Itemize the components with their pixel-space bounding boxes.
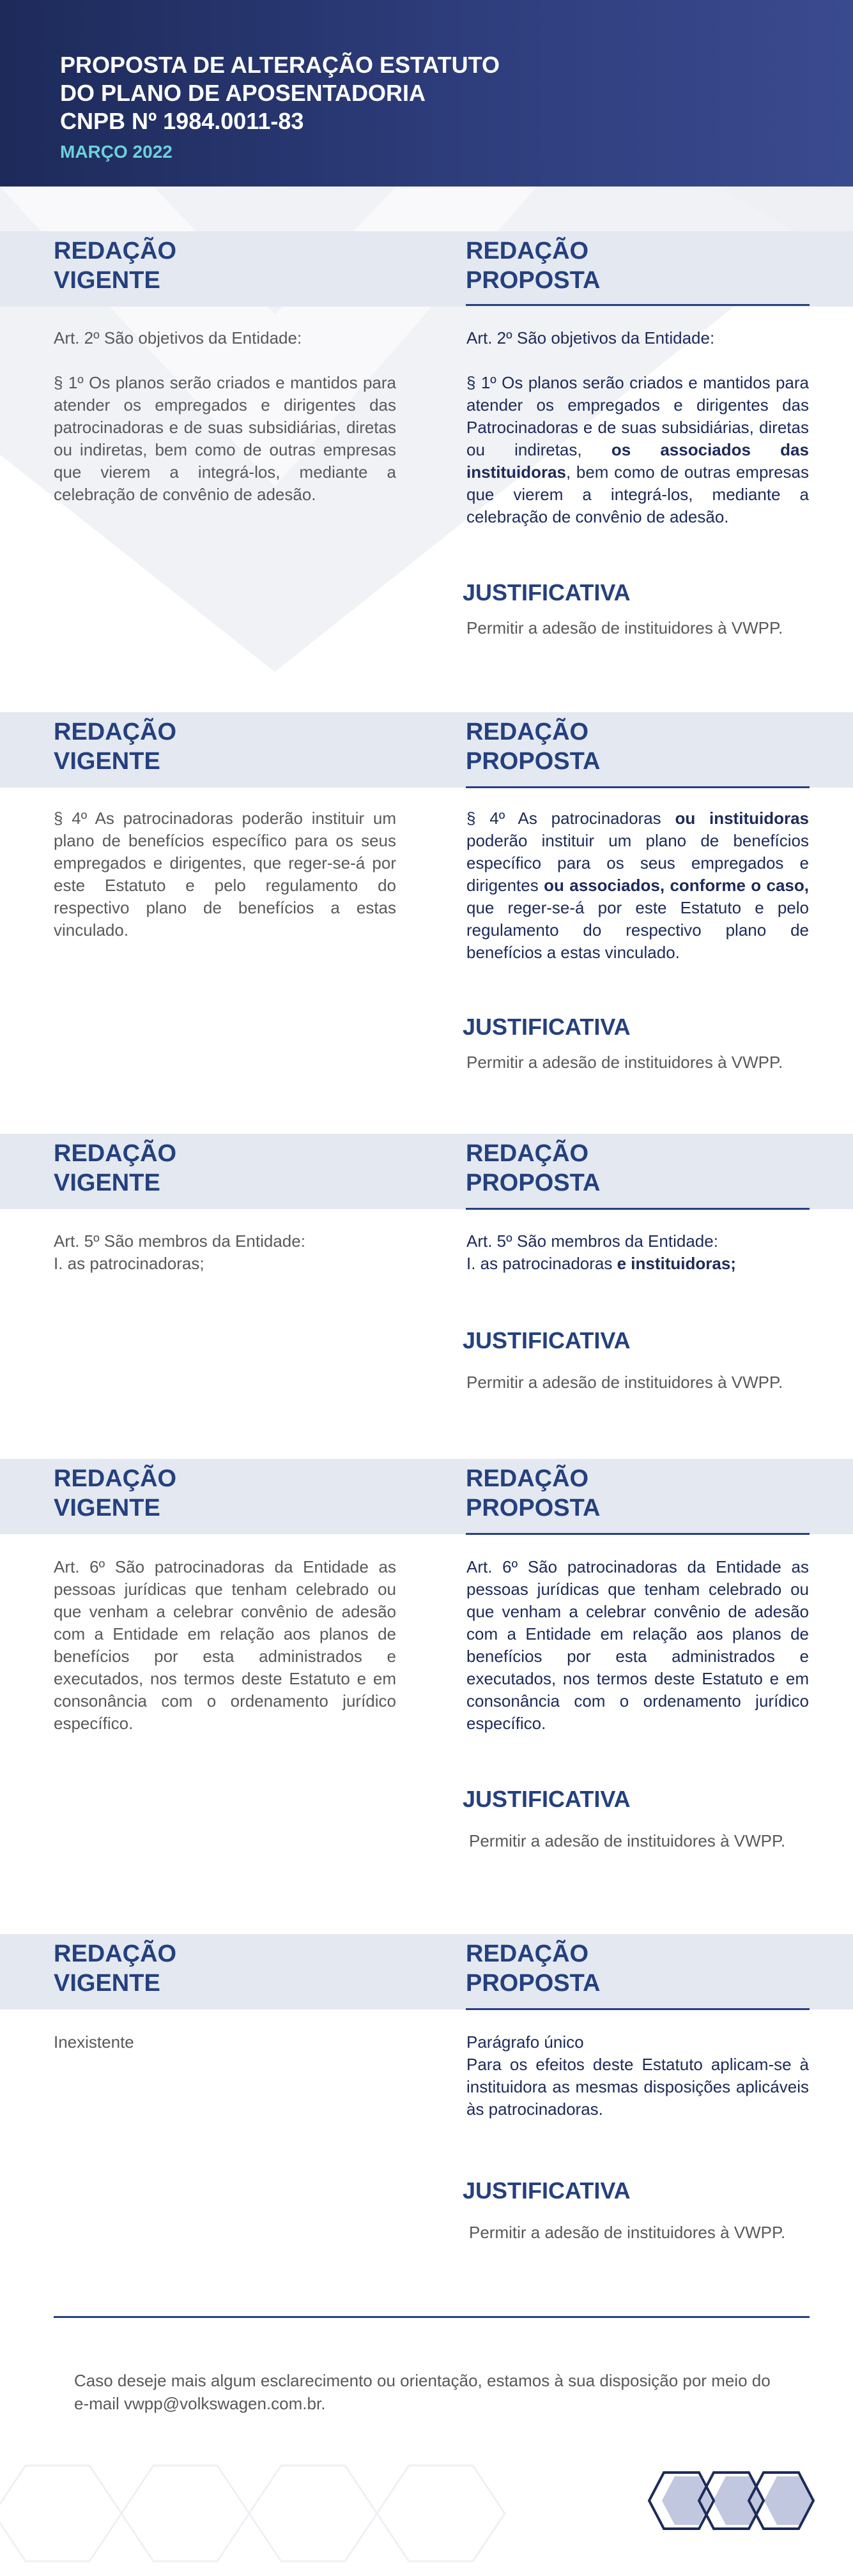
proposta-heading-line-1: REDAÇÃO bbox=[466, 719, 589, 745]
proposta-text-part: Art. 2º São objetivos da Entidade: § 1º Os planos serão criados e mantidos para atender os empregados e dirigentes das Patrocinadoras e de suas subsidiárias, diretas ou indiretas, bbox=[466, 328, 809, 459]
proposta-heading-line-1: REDAÇÃO bbox=[466, 238, 589, 264]
proposta-heading-line-2: PROPOSTA bbox=[466, 1970, 601, 1997]
vigente-heading bbox=[54, 1139, 176, 1198]
vigente-heading-line-1: REDAÇÃO bbox=[54, 1940, 177, 1967]
footer-divider bbox=[54, 2316, 810, 2318]
proposta-heading-line-1: REDAÇÃO bbox=[466, 1940, 589, 1967]
proposta-text: Parágrafo único Para os efeitos deste Estatuto aplicam-se à instituidora as mesmas disposições aplicáveis às patrocinadoras. bbox=[466, 2032, 809, 2119]
justificativa-text: Permitir a adesão de instituidores à VWPP. bbox=[466, 618, 783, 637]
proposta-text bbox=[466, 1230, 809, 1275]
proposta-text bbox=[466, 327, 809, 528]
vigente-heading bbox=[54, 1939, 176, 1998]
proposta-heading bbox=[466, 1939, 600, 1998]
proposta-highlight: ou instituidoras bbox=[675, 809, 810, 828]
proposta-underline bbox=[466, 1533, 810, 1535]
proposta-heading-line-2: PROPOSTA bbox=[466, 1170, 601, 1196]
justificativa-text: Permitir a adesão de instituidores à VWPP. bbox=[466, 1373, 783, 1392]
justificativa-text: Permitir a adesão de instituidores à VWPP. bbox=[466, 1053, 783, 1072]
proposta-text-part: poderão instituir um plano de benefícios específico para os seus empregados e dirigentes bbox=[466, 831, 809, 895]
justificativa-text: Permitir a adesão de instituidores à VWPP. bbox=[469, 2223, 786, 2242]
proposta-text-part: , bem como de outras empresas que vierem a integrá-los, mediante a celebração de convênio de adesão. bbox=[466, 462, 809, 526]
proposta-heading-line-2: PROPOSTA bbox=[466, 748, 601, 775]
vigente-heading-line-1: REDAÇÃO bbox=[54, 238, 177, 264]
vigente-heading bbox=[54, 1464, 176, 1523]
proposta-heading-line-2: PROPOSTA bbox=[466, 1495, 601, 1521]
footer-contact-text: Caso deseje mais algum esclarecimento ou orientação, estamos à sua disposição por meio do e-mail vwpp@volkswagen.com.br. bbox=[74, 2371, 771, 2413]
justificativa-heading: JUSTIFICATIVA bbox=[463, 579, 631, 606]
proposta-heading-line-2: PROPOSTA bbox=[466, 267, 601, 294]
hexagon-logo bbox=[635, 2469, 833, 2533]
proposta-underline bbox=[466, 304, 810, 306]
vigente-text: Art. 2º São objetivos da Entidade: § 1º Os planos serão criados e mantidos para atender os empregados e dirigentes das patrocinadoras e de suas subsidiárias, diretas ou indiretas, bem como de outras empresas que vierem a integrá-los, mediante a celebração de convênio de adesão. bbox=[54, 328, 396, 504]
proposta-highlight: ou associados, conforme o caso, bbox=[544, 876, 809, 895]
vigente-heading-line-1: REDAÇÃO bbox=[54, 1140, 177, 1167]
proposta-heading bbox=[466, 236, 600, 295]
header-banner bbox=[0, 0, 853, 187]
document-title-line-2: DO PLANO DE APOSENTADORIA bbox=[60, 80, 426, 106]
proposta-underline bbox=[466, 1208, 810, 1210]
vigente-heading bbox=[54, 717, 176, 776]
document-date: MARÇO 2022 bbox=[60, 142, 173, 162]
proposta-text-part: que reger-se-á por este Estatuto e pelo regulamento do respectivo plano de benefícios a estas vinculado. bbox=[466, 898, 809, 962]
proposta-heading-line-1: REDAÇÃO bbox=[466, 1140, 589, 1167]
vigente-heading-line-2: VIGENTE bbox=[54, 1170, 160, 1196]
vigente-heading bbox=[54, 236, 176, 295]
proposta-heading bbox=[466, 717, 600, 776]
justificativa-heading: JUSTIFICATIVA bbox=[463, 1786, 631, 1812]
proposta-heading bbox=[466, 1464, 600, 1523]
vigente-heading-line-2: VIGENTE bbox=[54, 1495, 160, 1521]
proposta-text bbox=[466, 807, 809, 964]
justificativa-heading: JUSTIFICATIVA bbox=[463, 1327, 631, 1353]
proposta-text-part: Art. 5º São membros da Entidade: I. as patrocinadoras bbox=[466, 1231, 718, 1273]
vigente-heading-line-2: VIGENTE bbox=[54, 267, 160, 294]
proposta-text: Art. 6º São patrocinadoras da Entidade as pessoas jurídicas que tenham celebrado ou que venham a celebrar convênio de adesão com a Entidade em relação aos planos de benefícios por esta administrados e executados, nos termos deste Estatuto e em consonância com o ordenamento jurídico específico. bbox=[466, 1557, 809, 1733]
proposta-heading-line-1: REDAÇÃO bbox=[466, 1465, 589, 1492]
proposta-highlight: e instituidoras; bbox=[617, 1254, 736, 1273]
vigente-heading-line-2: VIGENTE bbox=[54, 748, 160, 775]
document-title-line-1: PROPOSTA DE ALTERAÇÃO ESTATUTO bbox=[60, 52, 500, 78]
vigente-text: Inexistente bbox=[54, 2032, 134, 2052]
justificativa-heading: JUSTIFICATIVA bbox=[463, 1014, 631, 1040]
proposta-underline bbox=[466, 2008, 810, 2010]
vigente-heading-line-2: VIGENTE bbox=[54, 1970, 160, 1997]
vigente-text: Art. 5º São membros da Entidade: I. as patrocinadoras; bbox=[54, 1231, 305, 1273]
proposta-highlight: os associados das instituidoras bbox=[466, 440, 809, 482]
vigente-text: § 4º As patrocinadoras poderão instituir um plano de benefícios específico para os seus empregados e dirigentes, que reger-se-á por este Estatuto e pelo regulamento do respectivo plano de benefícios a estas vinculado. bbox=[54, 809, 396, 940]
proposta-text-part: § 4º As patrocinadoras bbox=[466, 809, 675, 828]
justificativa-heading: JUSTIFICATIVA bbox=[463, 2177, 631, 2204]
proposta-underline bbox=[466, 786, 810, 788]
vigente-text: Art. 6º São patrocinadoras da Entidade as pessoas jurídicas que tenham celebrado ou que venham a celebrar convênio de adesão com a Entidade em relação aos planos de benefícios por esta administrados e executados, nos termos deste Estatuto e em consonância com o ordenamento jurídico específico. bbox=[54, 1557, 396, 1733]
vigente-heading-line-1: REDAÇÃO bbox=[54, 719, 177, 745]
justificativa-text: Permitir a adesão de instituidores à VWPP. bbox=[469, 1831, 786, 1850]
vigente-heading-line-1: REDAÇÃO bbox=[54, 1465, 177, 1492]
proposta-heading bbox=[466, 1139, 600, 1198]
document-title-line-3: CNPB Nº 1984.0011-83 bbox=[60, 108, 304, 134]
